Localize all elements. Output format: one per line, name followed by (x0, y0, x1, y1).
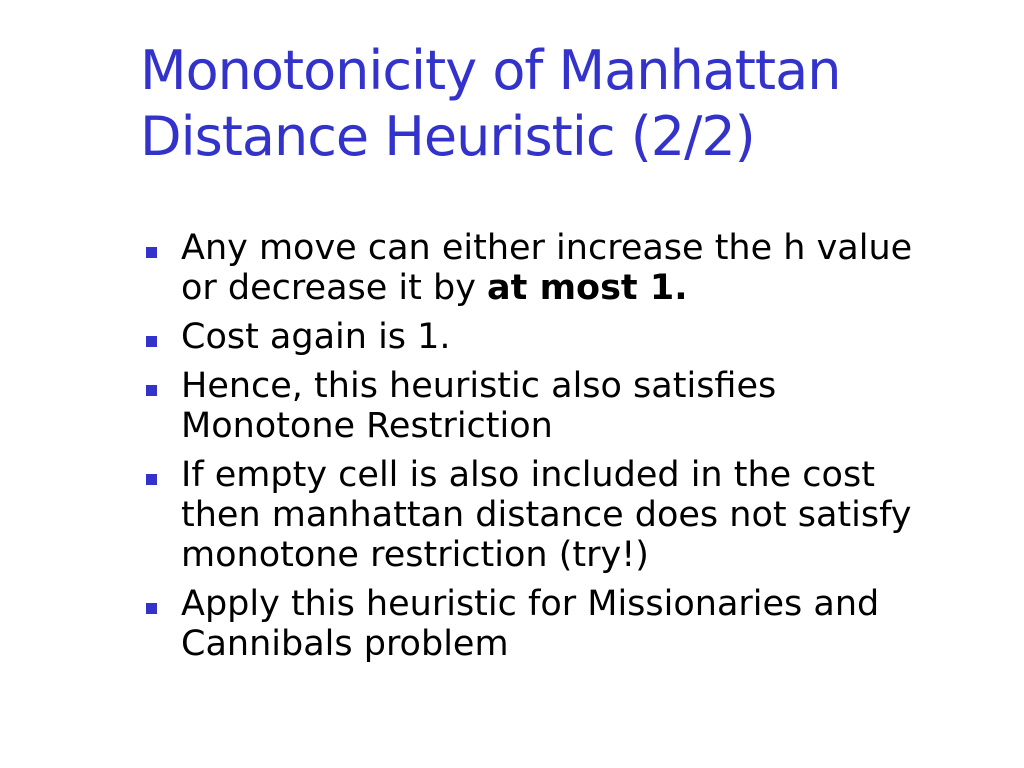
square-bullet-icon (146, 474, 157, 485)
bullet-emphasis-text: at most 1. (487, 268, 688, 308)
square-bullet-icon (146, 385, 157, 396)
bullet-text-segment: or decrease it by (181, 268, 488, 308)
square-bullet-icon (146, 336, 157, 347)
bullet-item-satisfies (146, 366, 996, 446)
bullet-text-line: If empty cell is also included in the cost (181, 455, 875, 495)
bullet-text-line: Cost again is 1. (181, 317, 451, 357)
bullet-item-move-effect (146, 228, 996, 308)
slide-title-line-1: Monotonicity of Manhattan (140, 39, 841, 102)
square-bullet-icon (146, 603, 157, 614)
bullet-text-line: Cannibals problem (181, 624, 509, 664)
bullet-text-line: Apply this heuristic for Missionaries and (181, 584, 880, 624)
bullet-text-line: then manhattan distance does not satisfy (181, 495, 912, 535)
bullet-text-line: Any move can either increase the h value (181, 228, 913, 268)
bullet-text-line (181, 268, 996, 308)
bullet-item-cost (146, 317, 996, 357)
bullet-text-line: Hence, this heuristic also satisfies (181, 366, 777, 406)
bullet-text-line: monotone restriction (try!) (181, 535, 649, 575)
bullet-text-line: Monotone Restriction (181, 406, 553, 446)
bullet-item-empty-cell (146, 455, 996, 575)
slide-title-line-2: Distance Heuristic (2/2) (140, 105, 755, 168)
square-bullet-icon (146, 247, 157, 258)
bullet-item-apply (146, 584, 996, 664)
bullet-list (146, 228, 996, 673)
slide-title (140, 38, 1000, 170)
